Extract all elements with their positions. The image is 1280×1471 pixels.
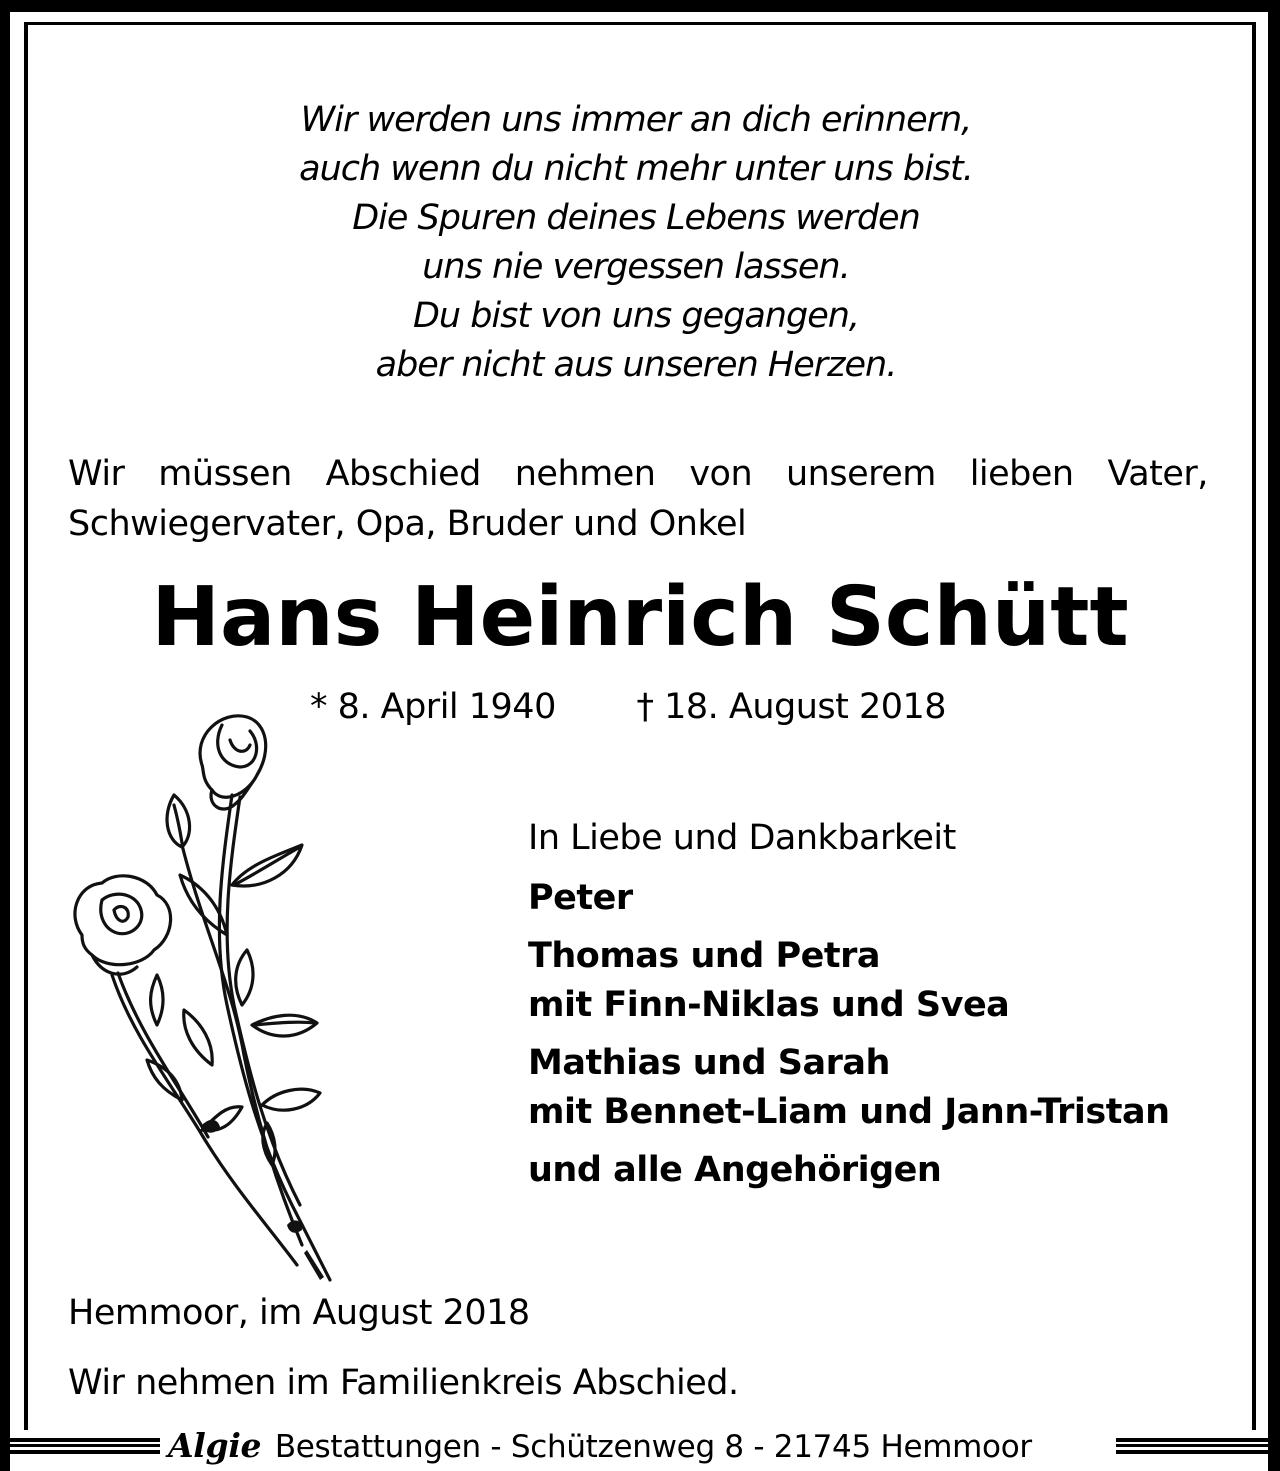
deceased-name: Hans Heinrich Schütt (151, 570, 1129, 665)
poem-line: uns nie vergessen lassen. (422, 247, 850, 287)
inner-right-border (1252, 22, 1256, 1430)
footer-rule-left (10, 1438, 160, 1454)
funeral-home-footer (168, 1424, 1112, 1468)
family-member: und alle Angehörigen (528, 1150, 942, 1190)
farewell-notice: Wir nehmen im Familienkreis Abschied. (68, 1363, 739, 1403)
poem-line: Du bist von uns gegangen, (412, 296, 860, 336)
intro-word: von (689, 454, 753, 494)
death-date: † 18. August 2018 (636, 687, 947, 727)
thanks-line: In Liebe und Dankbarkeit (528, 818, 956, 858)
birth-date: * 8. April 1940 (310, 687, 556, 727)
funeral-home-address: Bestattungen - Schützenweg 8 - 21745 Hemmoor (274, 1429, 1032, 1465)
family-member: Mathias und Sarah (528, 1043, 890, 1083)
footer-rule-right (1116, 1438, 1268, 1454)
frame-right-border (1268, 0, 1280, 1471)
intro-word: nehmen (514, 454, 656, 494)
poem-line: auch wenn du nicht mehr unter uns bist. (299, 149, 973, 189)
inner-top-border (26, 22, 1254, 25)
life-dates (310, 684, 946, 730)
intro-word: Wir (68, 454, 125, 494)
family-member: Thomas und Petra (528, 936, 881, 976)
intro-line-2: Schwiegervater, Opa, Bruder und Onkel (68, 504, 747, 544)
poem-line: Wir werden uns immer an dich erinnern, (300, 100, 972, 140)
intro-word: müssen (158, 454, 292, 494)
place-date: Hemmoor, im August 2018 (68, 1293, 530, 1333)
intro-word: Abschied (325, 454, 481, 494)
memorial-poem (28, 96, 1244, 390)
intro-line-1 (68, 449, 1208, 499)
intro-word: Vater, (1107, 454, 1208, 494)
family-signature (528, 814, 1248, 1195)
rose-drawing-icon (62, 705, 352, 1285)
poem-line: aber nicht aus unseren Herzen. (375, 345, 897, 385)
announcement-intro (68, 449, 1208, 549)
family-member: mit Bennet-Liam und Jann-Tristan (528, 1092, 1170, 1132)
intro-word: lieben (969, 454, 1074, 494)
family-member: Peter (528, 878, 633, 918)
frame-left-border (0, 0, 10, 1471)
funeral-home-logo: Algie (168, 1426, 262, 1465)
intro-word: unserem (785, 454, 936, 494)
frame-top-border (0, 0, 1280, 12)
poem-line: Die Spuren deines Lebens werden (352, 198, 920, 238)
family-member: mit Finn-Niklas und Svea (528, 985, 1010, 1025)
